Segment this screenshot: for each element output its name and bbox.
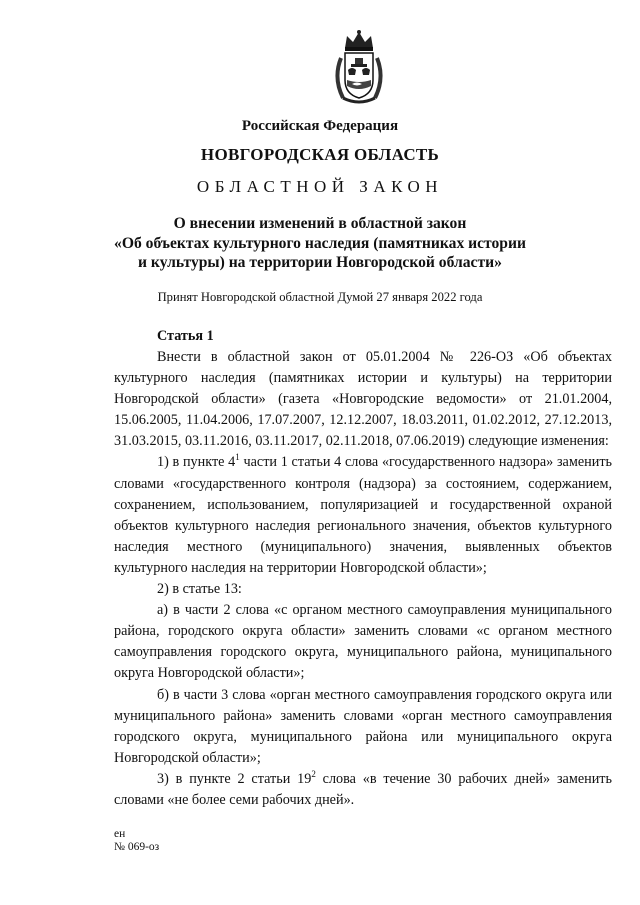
footer-initials: ен <box>114 828 126 840</box>
item-text: 1) в пункте 4 <box>157 454 236 471</box>
article-intro: Внести в областной закон от 05.01.2004 № 226-ОЗ «Об объектах культурного наследия (памятниках истории и культуры) на территории Новгородской области» (газета «Новгородские ведомости» от 21.01.2004, 15.06.2005, 11.04.2006, 17.07.2007, 12.12.2007, 18.03.2011, 01.02.2012, 27.12.2013, 31.03.2015, 03.11.2016, 03.11.2017, 02.11.2018, 07.06.2019) следующие изменения: <box>114 349 612 450</box>
law-title-line: О внесении изменений в областной закон <box>173 215 467 232</box>
article-title: Статья 1 <box>157 328 214 344</box>
superscript: 1 <box>235 452 240 463</box>
amendment-item-1 <box>114 452 612 579</box>
amendment-item-3 <box>114 769 612 811</box>
law-title <box>0 214 640 273</box>
document-type-heading: ОБЛАСТНОЙ ЗАКОН <box>196 177 444 196</box>
law-title-line: и культуры) на территории Новгородской области» <box>138 254 502 271</box>
amendment-item-2b: б) в части 3 слова «орган местного самоуправления городского округа или муниципального района» заменить словами «орган местного самоуправления городского округа, муниципального района или муниципального округа Новгородской области»; <box>114 686 612 766</box>
coat-of-arms-emblem <box>331 28 387 106</box>
document-footer <box>114 828 159 854</box>
footer-number: № 069-оз <box>114 841 160 853</box>
law-title-line: «Об объектах культурного наследия (памятниках истории <box>114 234 526 252</box>
superscript: 2 <box>311 768 316 779</box>
country-heading: Российская Федерация <box>241 118 399 134</box>
amendment-item-2a: а) в части 2 слова «с органом местного самоуправления муниципального района, городского округа области» заменить словами «с органом местного самоуправления городского округа, муниципального района, муниципального округа Новгородской области»; <box>114 602 612 682</box>
item-text: 3) в пункте 2 статьи 19 <box>157 770 312 787</box>
item-text: слова «в течение 30 рабочих дней» заменить словами «не более семи рабочих дней». <box>114 770 612 808</box>
amendment-item-2: 2) в статье 13: <box>157 581 242 598</box>
adoption-note: Принят Новгородской областной Думой 27 января 2022 года <box>157 290 483 304</box>
region-heading: НОВГОРОДСКАЯ ОБЛАСТЬ <box>200 145 440 164</box>
article-body <box>114 347 612 811</box>
item-text: части 1 статьи 4 слова «государственного надзора» заменить словами «государственного контроля (надзора) за состоянием, содержанием, сохранением, использованием, популяризацией и государственной охраной объектов культурного наследия регионального значения, объектов культурного наследия местного (муниципального) значения, выявленных объектов культурного наследия на территории Новгородской области»; <box>114 454 612 576</box>
